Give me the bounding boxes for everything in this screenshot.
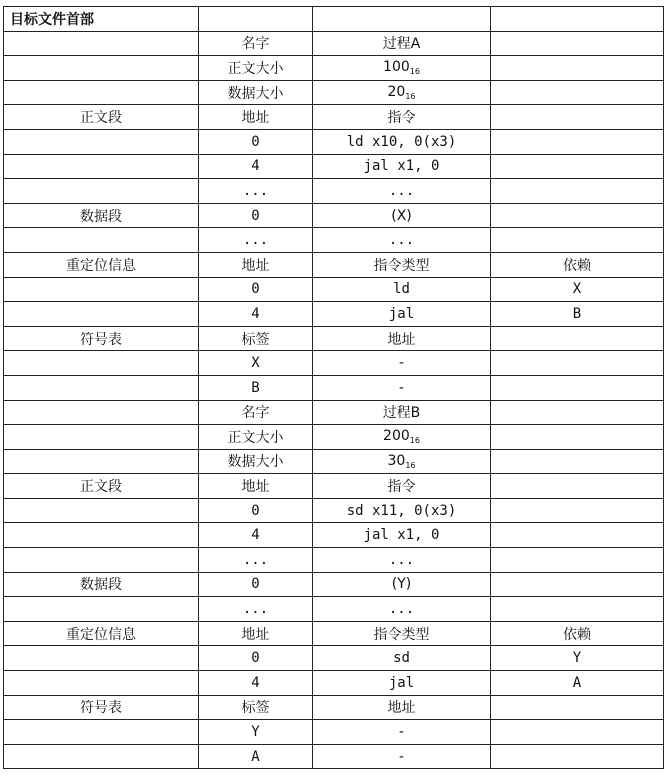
- table-cell: 数据段: [4, 203, 199, 228]
- table-cell: [491, 326, 664, 351]
- table-cell: ...: [199, 179, 313, 204]
- table-row: [4, 474, 664, 499]
- table-cell: Y: [199, 720, 313, 745]
- table-cell: 标签: [199, 695, 313, 720]
- table-row: [4, 621, 664, 646]
- table-row: [4, 203, 664, 228]
- table-cell: $30_{16}$: [313, 449, 491, 474]
- table-cell: $20_{16}$: [313, 80, 491, 105]
- table-row: [4, 351, 664, 376]
- table-row: [4, 671, 664, 696]
- table-cell: [491, 695, 664, 720]
- table-cell: [491, 80, 664, 105]
- table-cell: [4, 498, 199, 523]
- table-cell: [4, 31, 199, 56]
- table-cell: [491, 375, 664, 400]
- table-cell: [4, 302, 199, 327]
- table-cell: [4, 425, 199, 450]
- table-row: [4, 129, 664, 154]
- table-row: [4, 572, 664, 597]
- table-cell: [4, 548, 199, 573]
- table-cell: [491, 351, 664, 376]
- table-row: [4, 302, 664, 327]
- table-cell: [4, 646, 199, 671]
- table-row: [4, 252, 664, 277]
- table-cell: [491, 498, 664, 523]
- table-row: [4, 326, 664, 351]
- table-row: [4, 154, 664, 179]
- table-cell: [4, 80, 199, 105]
- table-cell: [4, 597, 199, 622]
- table-cell: 地址: [199, 105, 313, 130]
- table-cell: 正文大小: [199, 425, 313, 450]
- table-cell: 重定位信息: [4, 621, 199, 646]
- table-row: [4, 597, 664, 622]
- table-row: [4, 425, 664, 450]
- table-row: [4, 228, 664, 253]
- table-row: [4, 498, 664, 523]
- table-cell: [4, 449, 199, 474]
- table-cell: [199, 7, 313, 32]
- table-row: [4, 695, 664, 720]
- table-row: [4, 548, 664, 573]
- table-cell: [4, 179, 199, 204]
- table-cell: 目标文件首部: [4, 7, 199, 32]
- table-body: [4, 7, 664, 769]
- table-cell: 符号表: [4, 326, 199, 351]
- table-cell: [4, 375, 199, 400]
- table-cell: [491, 56, 664, 81]
- table-cell: B: [491, 302, 664, 327]
- table-cell: [4, 129, 199, 154]
- table-cell: 名字: [199, 31, 313, 56]
- table-cell: [491, 523, 664, 548]
- table-cell: jal x1, 0: [313, 523, 491, 548]
- table-row: [4, 105, 664, 130]
- table-cell: 指令类型: [313, 252, 491, 277]
- table-cell: X: [199, 351, 313, 376]
- table-cell: 正文段: [4, 474, 199, 499]
- object-file-table: [3, 6, 664, 769]
- table-cell: [491, 154, 664, 179]
- table-cell: 地址: [313, 695, 491, 720]
- table-cell: (X): [313, 203, 491, 228]
- table-cell: [491, 129, 664, 154]
- table-cell: B: [199, 375, 313, 400]
- table-cell: 数据大小: [199, 449, 313, 474]
- table-cell: jal: [313, 302, 491, 327]
- table-cell: [4, 523, 199, 548]
- table-cell: 依赖: [491, 252, 664, 277]
- table-cell: ...: [313, 597, 491, 622]
- table-cell: [491, 744, 664, 769]
- table-row: [4, 375, 664, 400]
- table-cell: ld x10, 0(x3): [313, 129, 491, 154]
- table-cell: [4, 720, 199, 745]
- table-row: [4, 720, 664, 745]
- table-cell: 重定位信息: [4, 252, 199, 277]
- table-row: [4, 744, 664, 769]
- table-cell: [4, 351, 199, 376]
- table-cell: A: [199, 744, 313, 769]
- table-cell: ...: [199, 597, 313, 622]
- table-row: [4, 179, 664, 204]
- table-cell: [491, 572, 664, 597]
- table-row: [4, 449, 664, 474]
- table-cell: 4: [199, 154, 313, 179]
- table-cell: ld: [313, 277, 491, 302]
- table-cell: 过程A: [313, 31, 491, 56]
- table-cell: 指令: [313, 105, 491, 130]
- table-cell: 0: [199, 572, 313, 597]
- table-cell: [491, 720, 664, 745]
- table-row: [4, 80, 664, 105]
- table-cell: 正文大小: [199, 56, 313, 81]
- table-cell: [491, 597, 664, 622]
- table-cell: [4, 744, 199, 769]
- table-cell: 过程B: [313, 400, 491, 425]
- table-cell: -: [313, 744, 491, 769]
- table-cell: sd: [313, 646, 491, 671]
- table-cell: ...: [199, 548, 313, 573]
- table-cell: ...: [313, 179, 491, 204]
- table-cell: [491, 548, 664, 573]
- table-cell: 依赖: [491, 621, 664, 646]
- table-cell: 正文段: [4, 105, 199, 130]
- table-row: [4, 56, 664, 81]
- table-cell: 指令: [313, 474, 491, 499]
- table-cell: [491, 179, 664, 204]
- table-row: [4, 523, 664, 548]
- table-cell: 数据大小: [199, 80, 313, 105]
- table-cell: (Y): [313, 572, 491, 597]
- table-cell: 地址: [199, 621, 313, 646]
- table-cell: 数据段: [4, 572, 199, 597]
- table-cell: jal x1, 0: [313, 154, 491, 179]
- table-cell: [4, 400, 199, 425]
- table-cell: 4: [199, 671, 313, 696]
- table-cell: ...: [313, 548, 491, 573]
- table-cell: 4: [199, 523, 313, 548]
- table-cell: [491, 228, 664, 253]
- table-cell: [4, 154, 199, 179]
- table-cell: $200_{16}$: [313, 425, 491, 450]
- table-cell: [491, 105, 664, 130]
- table-row: [4, 7, 664, 32]
- table-cell: sd x11, 0(x3): [313, 498, 491, 523]
- table-cell: [313, 7, 491, 32]
- table-cell: [4, 277, 199, 302]
- table-cell: 0: [199, 129, 313, 154]
- table-cell: 标签: [199, 326, 313, 351]
- table-cell: X: [491, 277, 664, 302]
- table-cell: 名字: [199, 400, 313, 425]
- table-cell: 0: [199, 498, 313, 523]
- table-cell: [491, 400, 664, 425]
- table-cell: 符号表: [4, 695, 199, 720]
- table-row: [4, 31, 664, 56]
- table-cell: 4: [199, 302, 313, 327]
- table-cell: -: [313, 351, 491, 376]
- table-cell: 0: [199, 277, 313, 302]
- table-cell: jal: [313, 671, 491, 696]
- table-cell: -: [313, 720, 491, 745]
- table-cell: [4, 671, 199, 696]
- table-cell: ...: [199, 228, 313, 253]
- table-cell: -: [313, 375, 491, 400]
- table-cell: [491, 203, 664, 228]
- table-cell: 地址: [199, 252, 313, 277]
- table-cell: A: [491, 671, 664, 696]
- table-cell: $100_{16}$: [313, 56, 491, 81]
- table-cell: 指令类型: [313, 621, 491, 646]
- table-cell: ...: [313, 228, 491, 253]
- table-row: [4, 277, 664, 302]
- table-cell: [4, 228, 199, 253]
- table-cell: 0: [199, 203, 313, 228]
- table-cell: [491, 7, 664, 32]
- table-cell: [491, 449, 664, 474]
- table-cell: Y: [491, 646, 664, 671]
- table-cell: [491, 31, 664, 56]
- table-cell: [491, 425, 664, 450]
- table-row: [4, 400, 664, 425]
- table-cell: [4, 56, 199, 81]
- table-cell: 地址: [199, 474, 313, 499]
- table-row: [4, 646, 664, 671]
- table-cell: 地址: [313, 326, 491, 351]
- table-cell: [491, 474, 664, 499]
- table-cell: 0: [199, 646, 313, 671]
